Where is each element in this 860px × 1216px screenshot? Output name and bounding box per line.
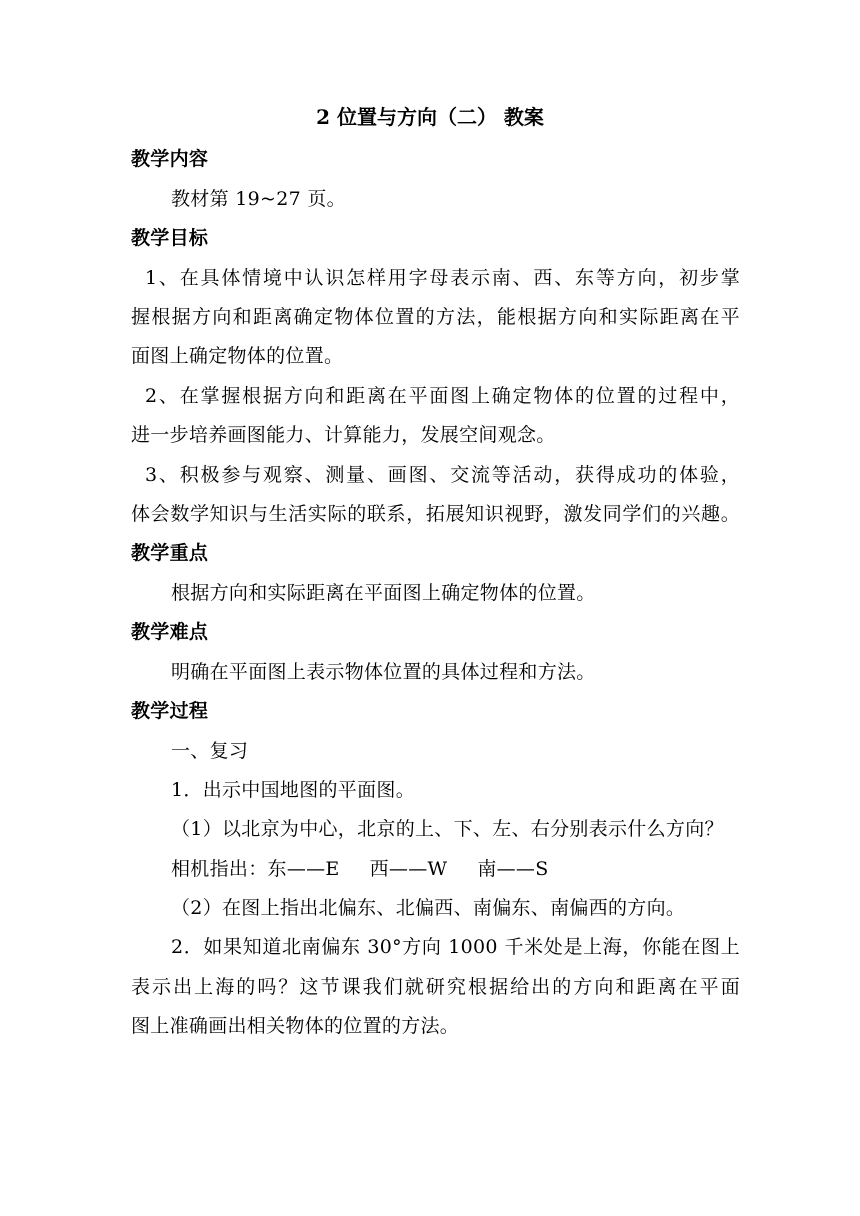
heading-difficulties: 教学难点 — [131, 621, 209, 643]
goal-3-line-1: 3、积极参与观察、测量、画图、交流等活动，获得成功的体验， — [145, 464, 740, 486]
direction-south: 南——S — [477, 858, 549, 880]
step-2-line-2: 表示出上海的吗？这节课我们就研究根据给出的方向和距离在平面 — [131, 976, 740, 998]
step-1-question-2: （2）在图上指出北偏东、北偏西、南偏东、南偏西的方向。 — [171, 897, 686, 919]
direction-west: 西——W — [369, 858, 448, 880]
goal-3-line-2: 体会数学知识与生活实际的联系，拓展知识视野，激发同学们的兴趣。 — [131, 503, 740, 525]
heading-teaching-goals: 教学目标 — [131, 227, 209, 249]
directions-prefix: 相机指出： — [171, 858, 268, 880]
document-title: 2 位置与方向（二） 教案 — [316, 105, 544, 129]
difficulties-text: 明确在平面图上表示物体位置的具体过程和方法。 — [171, 661, 596, 683]
teaching-content-text: 教材第 19~27 页。 — [171, 188, 346, 210]
heading-key-points: 教学重点 — [131, 542, 209, 564]
goal-1-line-1: 1、在具体情境中认识怎样用字母表示南、西、东等方向，初步掌 — [145, 267, 740, 289]
review-heading: 一、复习 — [171, 740, 249, 762]
goal-2-line-2: 进一步培养画图能力、计算能力，发展空间观念。 — [131, 424, 556, 446]
heading-teaching-process: 教学过程 — [131, 700, 209, 722]
heading-teaching-content: 教学内容 — [131, 148, 209, 170]
step-2-line-1: 2．如果知道北南偏东 30°方向 1000 千米处是上海，你能在图上 — [171, 936, 740, 958]
goal-1-line-2: 握根据方向和距离确定物体位置的方法，能根据方向和实际距离在平 — [131, 306, 740, 328]
goal-2-line-1: 2、在掌握根据方向和距离在平面图上确定物体的位置的过程中， — [145, 385, 740, 407]
goal-1-line-3: 面图上确定物体的位置。 — [131, 345, 344, 367]
step-2-line-3: 图上准确画出相关物体的位置的方法。 — [131, 1015, 460, 1037]
direction-east: 东——E — [267, 858, 340, 880]
directions-row — [171, 857, 549, 881]
key-points-text: 根据方向和实际距离在平面图上确定物体的位置。 — [171, 582, 596, 604]
step-1-question-1: （1）以北京为中心，北京的上、下、左、右分别表示什么方向？ — [171, 818, 724, 840]
step-1-text: 1．出示中国地图的平面图。 — [171, 779, 415, 801]
